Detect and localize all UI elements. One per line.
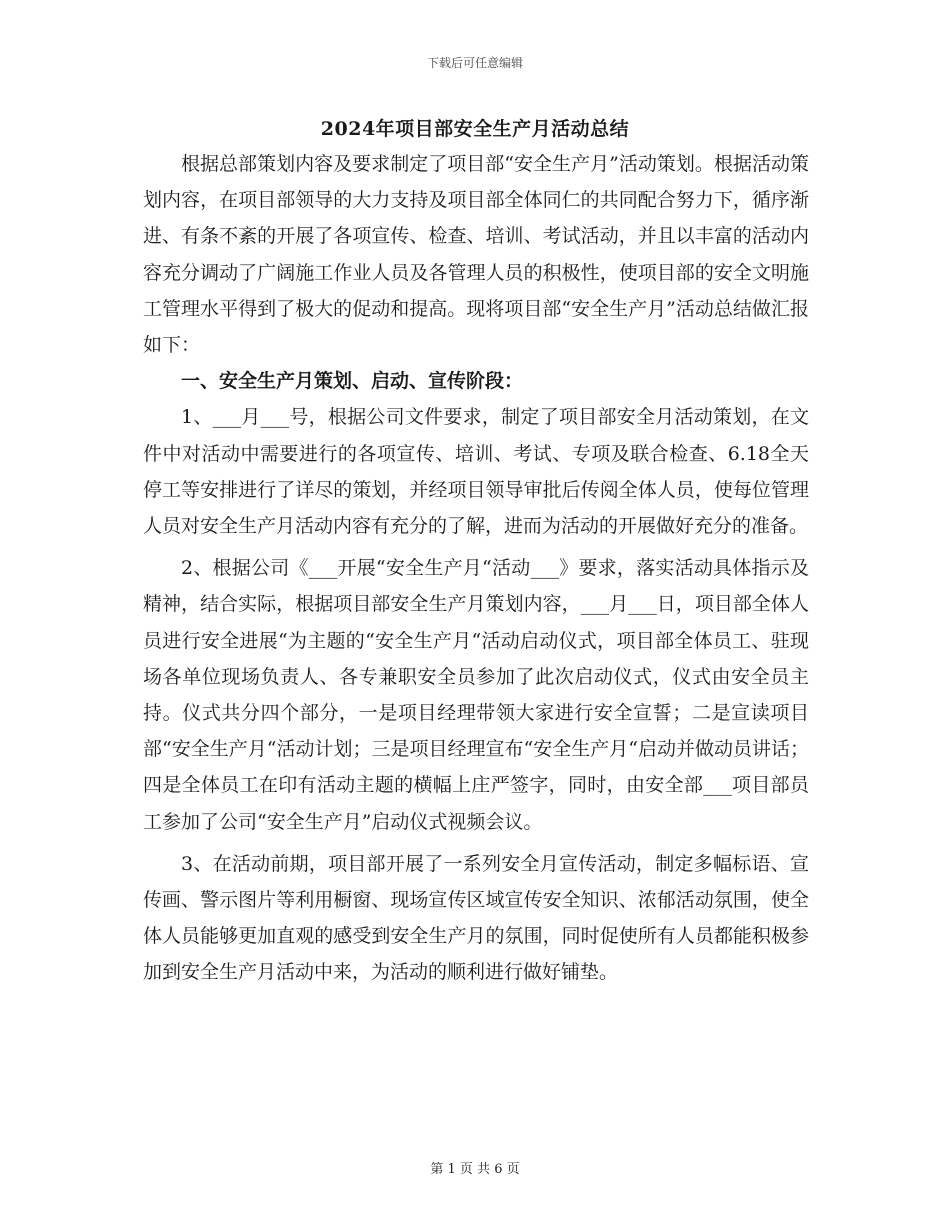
- section-heading: 一、安全生产月策划、启动、宣传阶段：: [181, 370, 524, 393]
- item-2-paragraph: 2、根据公司《___开展“安全生产月“活动___》要求，落实活动具体指示及精神，结合实际，根据项目部安全生产月策划内容，___月___日，项目部全体人员进行安全进展“为主题的“安全生产月“活动启动仪式，项目部全体员工、驻现场各单位现场负责人、各专兼职安全员参加了此次启动仪式，仪式由安全员主持。仪式共分四个部分，一是项目经理带领大家进行安全宣誓；二是宣读项目部“安全生产月“活动计划；三是项目经理宣布“安全生产月“启动并做动员讲话；四是全体员工在印有活动主题的横幅上庄严签字，同时，由安全部___项目部员工参加了公司“安全生产月”启动仪式视频会议。: [143, 557, 809, 833]
- page-title: 2024年项目部安全生产月活动总结: [320, 118, 630, 140]
- item-1-paragraph: 1、___月___号，根据公司文件要求，制定了项目部安全月活动策划，在文件中对活动中需要进行的各项宣传、培训、考试、专项及联合检查、6.18全天停工等安排进行了详尽的策划，并经项目领导审批后传阅全体人员，使每位管理人员对安全生产月活动内容有充分的了解，进而为活动的开展做好充分的准备。: [143, 406, 809, 538]
- header-note: 下载后可任意编辑: [426, 56, 523, 70]
- intro-paragraph: 根据总部策划内容及要求制定了项目部“安全生产月”活动策划。根据活动策划内容，在项目部领导的大力支持及项目部全体同仁的共同配合努力下，循序渐进、有条不紊的开展了各项宣传、检查、培训、考试活动，并且以丰富的活动内容充分调动了广阔施工作业人员及各管理人员的积极性，使项目部的安全文明施工管理水平得到了极大的促动和提高。现将项目部“安全生产月”活动总结做汇报如下：: [143, 153, 809, 357]
- page-number: 第 1 页 共 6 页: [430, 1162, 520, 1177]
- document-body: [143, 146, 809, 991]
- item-3-paragraph: 3、在活动前期，项目部开展了一系列安全月宣传活动，制定多幅标语、宣传画、警示图片等利用橱窗、现场宣传区域宣传安全知识、浓郁活动氛围，使全体人员能够更加直观的感受到安全生产月的氛围，同时促使所有人员都能积极参加到安全生产月活动中来，为活动的顺利进行做好铺垫。: [143, 852, 809, 984]
